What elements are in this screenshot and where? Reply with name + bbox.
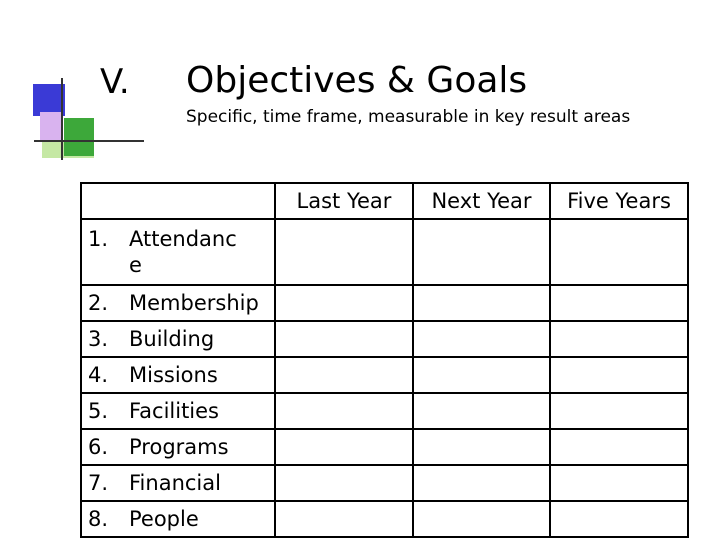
five-years-cell[interactable]: [550, 357, 688, 393]
row-number: 8.: [88, 507, 109, 531]
table-row: [81, 285, 688, 321]
last-year-cell[interactable]: [275, 321, 413, 357]
last-year-cell[interactable]: [275, 465, 413, 501]
slide-subtitle: Specific, time frame, measurable in key result areas: [186, 107, 631, 127]
row-label-cell: [81, 285, 275, 321]
next-year-cell[interactable]: [413, 357, 550, 393]
row-label-cell: [81, 393, 275, 429]
column-header-last-year: Last Year: [275, 183, 413, 219]
decorative-line-horizontal: [34, 140, 144, 142]
decorative-square-green: [64, 118, 94, 156]
section-number: V.: [100, 62, 130, 102]
table-header-row: [81, 183, 688, 219]
next-year-cell[interactable]: [413, 465, 550, 501]
five-years-cell[interactable]: [550, 393, 688, 429]
last-year-cell[interactable]: [275, 429, 413, 465]
column-header-next-year: Next Year: [413, 183, 550, 219]
row-label-cell: [81, 357, 275, 393]
table-row: [81, 501, 688, 537]
row-number: 5.: [88, 399, 109, 423]
row-number: 3.: [88, 327, 109, 351]
row-label: Attendance: [129, 227, 237, 277]
row-number: 7.: [88, 471, 109, 495]
row-label-cell: [81, 465, 275, 501]
five-years-cell[interactable]: [550, 285, 688, 321]
five-years-cell[interactable]: [550, 501, 688, 537]
row-label: Building: [129, 327, 215, 351]
five-years-cell[interactable]: [550, 465, 688, 501]
decorative-line-vertical: [61, 78, 63, 160]
row-label: Membership: [129, 291, 259, 315]
row-label-cell: [81, 429, 275, 465]
column-header-five-years: Five Years: [550, 183, 688, 219]
row-number: 1.: [88, 227, 109, 251]
five-years-cell[interactable]: [550, 321, 688, 357]
table-row: [81, 219, 688, 285]
table-row: [81, 321, 688, 357]
row-number: 6.: [88, 435, 109, 459]
row-number: 4.: [88, 363, 109, 387]
next-year-cell[interactable]: [413, 429, 550, 465]
row-label: Missions: [129, 363, 218, 387]
next-year-cell[interactable]: [413, 285, 550, 321]
row-label-cell: [81, 219, 275, 285]
last-year-cell[interactable]: [275, 219, 413, 285]
next-year-cell[interactable]: [413, 501, 550, 537]
last-year-cell[interactable]: [275, 357, 413, 393]
row-number: 2.: [88, 291, 109, 315]
next-year-cell[interactable]: [413, 393, 550, 429]
row-label-cell: [81, 321, 275, 357]
table-row: [81, 393, 688, 429]
next-year-cell[interactable]: [413, 321, 550, 357]
table-row: [81, 465, 688, 501]
header-blank-cell: [81, 183, 275, 219]
last-year-cell[interactable]: [275, 393, 413, 429]
row-label: People: [129, 507, 199, 531]
goals-table: [80, 182, 689, 538]
row-label: Facilities: [129, 399, 219, 423]
last-year-cell[interactable]: [275, 285, 413, 321]
slide-title: Objectives & Goals: [186, 60, 528, 101]
five-years-cell[interactable]: [550, 429, 688, 465]
next-year-cell[interactable]: [413, 219, 550, 285]
five-years-cell[interactable]: [550, 219, 688, 285]
row-label: Programs: [129, 435, 229, 459]
decorative-square-lilac: [40, 112, 62, 140]
row-label: Financial: [129, 471, 221, 495]
table-row: [81, 357, 688, 393]
last-year-cell[interactable]: [275, 501, 413, 537]
row-label-cell: [81, 501, 275, 537]
table-row: [81, 429, 688, 465]
